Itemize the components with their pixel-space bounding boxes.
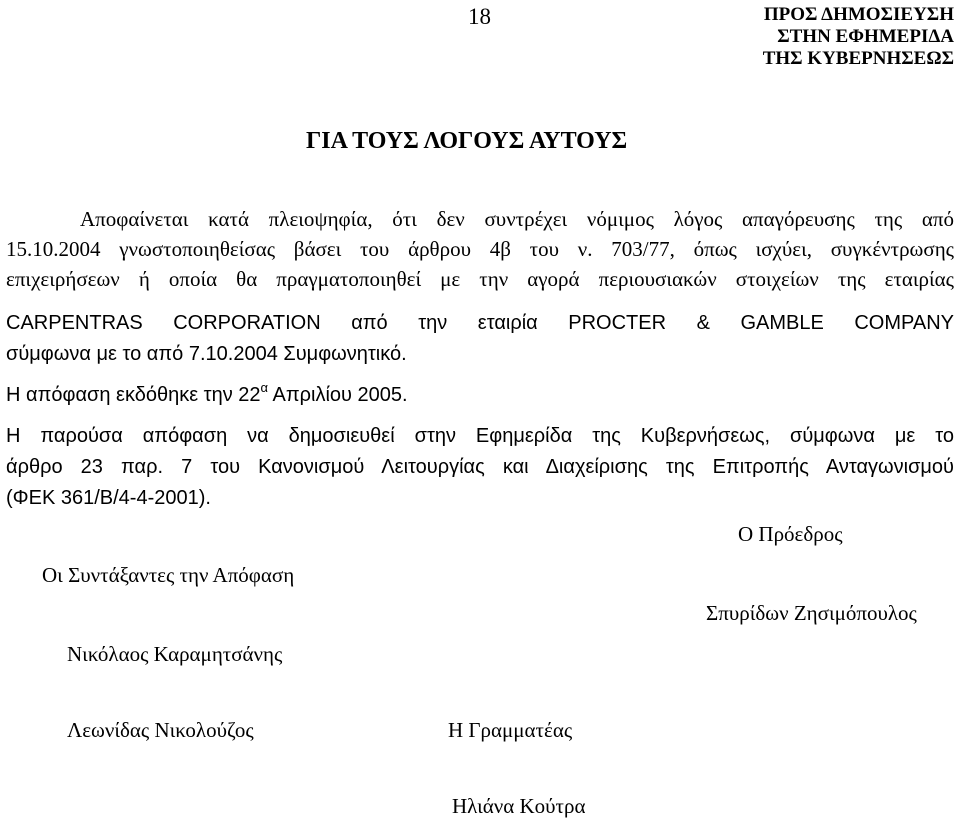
page-number: 18: [468, 4, 491, 29]
issued-date-suffix: Απριλίου 2005.: [268, 384, 408, 406]
publication-order-line-3: (ΦΕΚ 361/Β/4-4-2001).: [6, 487, 211, 509]
issued-date-line: [6, 374, 954, 409]
issued-date-ordinal: α: [260, 380, 269, 395]
publication-header-line-1: ΠΡΟΣ ΔΗΜΟΣΙΕΥΣΗ: [763, 4, 954, 25]
publication-header-line-3: ΤΗΣ ΚΥΒΕΡΝΗΣΕΩΣ: [762, 48, 954, 69]
president-name: Σπυρίδων Ζησιμόπουλος: [706, 601, 917, 625]
publication-order-line-1: Η παρούσα απόφαση να δημοσιευθεί στην Εφημερίδα της Κυβερνήσεως, σύμφωνα με το: [6, 425, 954, 447]
rapporteur-2-name: Λεωνίδας Νικολούζος: [67, 718, 254, 742]
president-title: Ο Πρόεδρος: [738, 522, 843, 546]
decision-line-2: 15.10.2004 γνωστοποιηθείσας βάσει του άρθρου 4β του ν. 703/77, όπως ισχύει, συγκέντρωσης: [6, 237, 954, 261]
decision-line-1: Αποφαίνεται κατά πλειοψηφία, ότι δεν συντρέχει νόμιμος λόγος απαγόρευσης της από: [80, 207, 954, 231]
rapporteurs-title: Οι Συντάξαντες την Απόφαση: [42, 563, 295, 587]
decision-line-3: επιχειρήσεων ή οποία θα πραγματοποιηθεί με την αγορά περιουσιακών στοιχείων της εταιρίας: [6, 267, 954, 291]
secretary-title: Η Γραμματέας: [448, 718, 573, 742]
section-heading: ΓΙΑ ΤΟΥΣ ΛΟΓΟΥΣ ΑΥΤΟΥΣ: [306, 128, 628, 154]
decision-line-5: σύμφωνα με το από 7.10.2004 Συμφωνητικό.: [6, 343, 407, 365]
publication-header-line-2: ΣΤΗΝ ΕΦΗΜΕΡΙΔΑ: [777, 26, 954, 47]
rapporteur-1-name: Νικόλαος Καραμητσάνης: [67, 642, 283, 666]
issued-date-prefix: Η απόφαση εκδόθηκε την 22: [6, 384, 261, 406]
secretary-name: Ηλιάνα Κούτρα: [452, 794, 586, 818]
publication-order-line-2: άρθρο 23 παρ. 7 του Κανονισμού Λειτουργίας και Διαχείρισης της Επιτροπής Ανταγωνισμού: [6, 456, 954, 478]
decision-line-4: CARPENTRAS CORPORATION από την εταιρία PROCTER & GAMBLE COMPANY: [6, 312, 954, 334]
